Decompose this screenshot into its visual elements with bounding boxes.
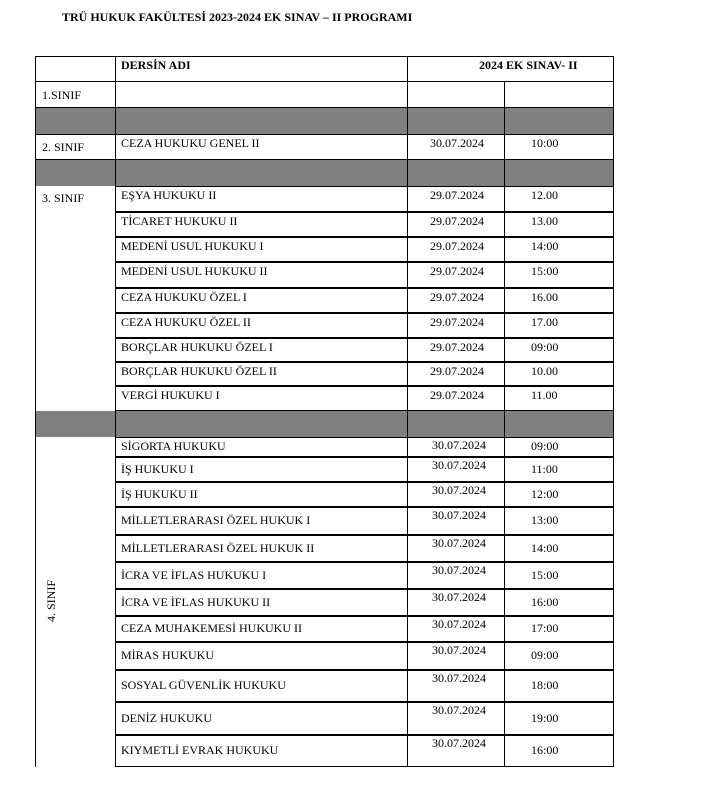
exam-date: 30.07.2024 [432, 438, 486, 452]
separator-row [408, 108, 505, 134]
exam-time: 16:00 [531, 595, 559, 609]
exam-time: 11.00 [531, 388, 558, 402]
separator-row [505, 160, 614, 186]
course-name: BORÇLAR HUKUKU ÖZEL I [121, 340, 273, 354]
exam-date: 30.07.2024 [432, 590, 486, 604]
time-cell [505, 134, 614, 160]
separator-row [408, 160, 505, 186]
course-name: İŞ HUKUKU I [121, 462, 194, 476]
exam-date: 29.07.2024 [430, 188, 484, 202]
time-cell [505, 262, 614, 288]
exam-date: 30.07.2024 [432, 617, 486, 631]
course-name: CEZA MUHAKEMESİ HUKUKU II [121, 621, 302, 635]
separator-row [505, 411, 614, 437]
exam-date: 29.07.2024 [430, 290, 484, 304]
exam-date: 30.07.2024 [432, 643, 486, 657]
exam-time: 12:00 [531, 487, 559, 501]
course-name: MEDENİ USUL HUKUKU II [121, 264, 268, 278]
exam-date: 29.07.2024 [430, 364, 484, 378]
exam-time: 17.00 [531, 315, 558, 329]
separator-row [505, 108, 614, 134]
exam-time: 18:00 [531, 678, 559, 692]
time-cell [505, 437, 614, 457]
exam-date: 30.07.2024 [432, 508, 486, 522]
exam-date: 30.07.2024 [432, 563, 486, 577]
exam-date: 29.07.2024 [430, 388, 484, 402]
exam-date: 30.07.2024 [432, 536, 486, 550]
course-name: TİCARET HUKUKU II [121, 214, 238, 228]
course-name: BORÇLAR HUKUKU ÖZEL II [121, 364, 277, 378]
exam-date: 30.07.2024 [432, 736, 486, 750]
exam-date: 30.07.2024 [432, 483, 486, 497]
time-cell [505, 562, 614, 589]
course-name: İCRA VE İFLAS HUKUKU II [121, 595, 271, 609]
course-name: DENİZ HUKUKU [121, 711, 212, 725]
class-1-label: 1.SINIF [42, 88, 82, 102]
time-cell [505, 616, 614, 642]
separator-row [116, 411, 408, 437]
table-cell [116, 82, 408, 108]
course-name: KIYMETLİ EVRAK HUKUKU [121, 743, 279, 757]
header-course-label: DERSİN ADI [121, 58, 191, 72]
exam-time: 14:00 [531, 239, 559, 253]
class-3-label: 3. SINIF [42, 191, 85, 205]
time-cell [505, 457, 614, 482]
separator-row [35, 108, 116, 134]
exam-time: 09:00 [531, 439, 559, 453]
class-2-label: 2. SINIF [42, 140, 85, 154]
time-cell [505, 186, 614, 212]
course-name: EŞYA HUKUKU II [121, 188, 217, 202]
course-name: CEZA HUKUKU ÖZEL I [121, 290, 247, 304]
exam-time: 10:00 [531, 136, 559, 150]
exam-time: 09:00 [531, 340, 559, 354]
separator-row [35, 411, 116, 437]
time-cell [505, 735, 614, 767]
course-name: CEZA HUKUKU GENEL II [121, 136, 260, 150]
exam-date: 29.07.2024 [430, 264, 484, 278]
course-name: MİLLETLERARASI ÖZEL HUKUK I [121, 513, 311, 527]
time-cell [505, 313, 614, 338]
exam-time: 10.00 [531, 364, 558, 378]
time-cell [505, 702, 614, 735]
time-cell [505, 237, 614, 262]
exam-time: 13.00 [531, 214, 558, 228]
course-name: MEDENİ USUL HUKUKU I [121, 239, 264, 253]
course-name: MİRAS HUKUKU [121, 648, 215, 662]
exam-date: 30.07.2024 [432, 458, 486, 472]
course-name: SİGORTA HUKUKU [121, 439, 226, 453]
exam-time: 11:00 [531, 462, 558, 476]
time-cell [505, 288, 614, 313]
exam-date: 30.07.2024 [432, 703, 486, 717]
separator-row [35, 160, 116, 186]
exam-date: 30.07.2024 [430, 136, 484, 150]
course-name: MİLLETLERARASI ÖZEL HUKUK II [121, 541, 315, 555]
table-cell [505, 82, 614, 108]
exam-time: 12.00 [531, 188, 558, 202]
exam-time: 16:00 [531, 743, 559, 757]
class-4-label: 4. SINIF [44, 579, 58, 622]
course-name: CEZA HUKUKU ÖZEL II [121, 315, 251, 329]
exam-date: 29.07.2024 [430, 239, 484, 253]
time-cell [505, 535, 614, 562]
separator-row [116, 160, 408, 186]
time-cell [505, 670, 614, 702]
exam-time: 09:00 [531, 648, 559, 662]
time-cell [505, 482, 614, 507]
class-3-cell [35, 186, 116, 411]
course-name: SOSYAL GÜVENLİK HUKUKU [121, 678, 286, 692]
time-cell [505, 386, 614, 411]
time-cell [505, 589, 614, 616]
course-name: İŞ HUKUKU II [121, 487, 198, 501]
time-cell [505, 338, 614, 362]
separator-row [116, 108, 408, 134]
table-cell [408, 82, 505, 108]
exam-time: 15:00 [531, 568, 559, 582]
exam-time: 19:00 [531, 711, 559, 725]
exam-time: 16.00 [531, 290, 558, 304]
time-cell [505, 507, 614, 535]
exam-time: 13:00 [531, 513, 559, 527]
header-class-cell [35, 56, 116, 82]
time-cell [505, 642, 614, 670]
exam-date: 29.07.2024 [430, 315, 484, 329]
exam-time: 15:00 [531, 264, 559, 278]
time-cell [505, 212, 614, 237]
exam-date: 29.07.2024 [430, 214, 484, 228]
course-name: VERGİ HUKUKU I [121, 388, 220, 402]
exam-time: 17:00 [531, 621, 559, 635]
time-cell [505, 362, 614, 386]
header-exam-label: 2024 EK SINAV- II [479, 58, 578, 72]
course-name: İCRA VE İFLAS HUKUKU I [121, 568, 267, 582]
exam-date: 30.07.2024 [432, 671, 486, 685]
exam-date: 29.07.2024 [430, 340, 484, 354]
separator-row [408, 411, 505, 437]
exam-time: 14:00 [531, 541, 559, 555]
page-title: TRÜ HUKUK FAKÜLTESİ 2023-2024 EK SINAV – II PROGRAMI [62, 10, 413, 24]
